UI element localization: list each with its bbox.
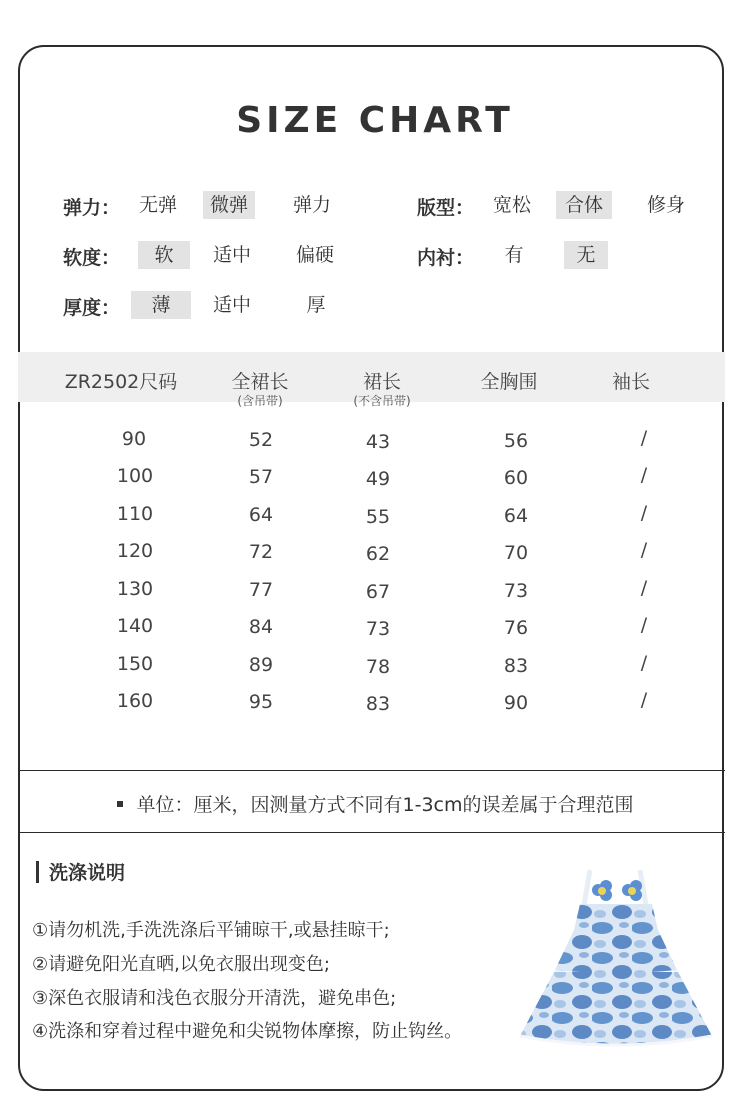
elasticity-option: 无弹 [138, 194, 177, 216]
cell-sleeve: / [640, 689, 648, 711]
column-subheader-full-length: (含吊带) [237, 394, 283, 408]
column-header-skirt-length: 裙长 [362, 371, 401, 393]
cell-full-length: 95 [248, 691, 274, 713]
page-title: SIZE CHART [236, 100, 514, 141]
cell-chest: 73 [503, 580, 529, 602]
cell-size: 100 [116, 465, 154, 487]
cell-full-length: 52 [248, 429, 274, 451]
cell-full-length: 57 [248, 466, 274, 488]
cell-size: 120 [116, 540, 154, 562]
cell-full-length: 84 [248, 616, 274, 638]
cell-full-length: 89 [248, 654, 274, 676]
elasticity-option-selected: 微弹 [203, 191, 255, 219]
column-header-full-length: 全裙长 [231, 371, 289, 393]
section-marker [36, 861, 39, 883]
lining-option-selected: 无 [564, 241, 608, 269]
cell-size: 110 [116, 503, 154, 525]
cell-chest: 64 [503, 505, 529, 527]
fit-label: 版型： [417, 197, 475, 219]
bullet-icon [117, 801, 123, 807]
fit-option-selected: 合体 [556, 191, 612, 219]
flower-icon [622, 880, 642, 901]
measurement-note [0, 790, 750, 817]
washing-instruction: ②请避免阳光直晒,以免衣服出现变色; [32, 954, 330, 975]
cell-chest: 83 [503, 655, 529, 677]
column-header-sleeve: 袖长 [611, 371, 650, 393]
lining-label: 内衬： [417, 247, 475, 269]
washing-instruction: ③深色衣服请和浅色衣服分开清洗，避免串色; [32, 988, 397, 1009]
cell-skirt-length: 55 [365, 506, 391, 528]
washing-instruction: ①请勿机洗,手洗洗涤后平铺晾干,或悬挂晾干; [32, 920, 390, 941]
fit-option: 宽松 [492, 194, 531, 216]
thickness-option-selected: 薄 [131, 291, 191, 319]
cell-full-length: 77 [248, 579, 274, 601]
cell-size: 160 [116, 690, 154, 712]
softness-option-selected: 软 [138, 241, 190, 269]
thickness-label: 厚度： [63, 297, 121, 319]
cell-skirt-length: 73 [365, 618, 391, 640]
cell-size: 130 [116, 578, 154, 600]
dress-image [512, 860, 722, 1060]
divider [18, 832, 725, 833]
softness-option: 适中 [212, 244, 251, 266]
cell-skirt-length: 67 [365, 581, 391, 603]
washing-title: 洗涤说明 [49, 862, 126, 884]
cell-sleeve: / [640, 427, 648, 449]
cell-chest: 56 [503, 430, 529, 452]
cell-full-length: 72 [248, 541, 274, 563]
cell-skirt-length: 62 [365, 543, 391, 565]
softness-option: 偏硬 [295, 244, 334, 266]
cell-size: 150 [116, 653, 154, 675]
cell-sleeve: / [640, 577, 648, 599]
thickness-option: 适中 [212, 294, 251, 316]
column-header-chest: 全胸围 [480, 371, 538, 393]
cell-size: 140 [116, 615, 154, 637]
cell-sleeve: / [640, 614, 648, 636]
cell-skirt-length: 43 [365, 431, 391, 453]
flower-icon [592, 880, 612, 901]
cell-sleeve: / [640, 652, 648, 674]
elasticity-label: 弹力： [63, 197, 121, 219]
cell-sleeve: / [640, 502, 648, 524]
cell-chest: 90 [503, 692, 529, 714]
column-subheader-skirt-length: (不含吊带) [353, 394, 411, 408]
lining-option: 有 [504, 244, 524, 266]
elasticity-option: 弹力 [292, 194, 331, 216]
cell-chest: 70 [503, 542, 529, 564]
washing-instruction: ④洗涤和穿着过程中避免和尖锐物体摩擦，防止钩丝。 [32, 1021, 463, 1042]
cell-chest: 60 [503, 467, 529, 489]
cell-chest: 76 [503, 617, 529, 639]
measurement-note-text: 单位：厘米，因测量方式不同有1-3cm的误差属于合理范围 [136, 794, 634, 816]
cell-full-length: 64 [248, 504, 274, 526]
fit-option: 修身 [646, 194, 685, 216]
cell-skirt-length: 78 [365, 656, 391, 678]
thickness-option: 厚 [306, 294, 326, 316]
cell-skirt-length: 49 [365, 468, 391, 490]
divider [18, 770, 725, 771]
cell-sleeve: / [640, 464, 648, 486]
softness-label: 软度： [63, 247, 121, 269]
column-header-size: ZR2502尺码 [64, 371, 178, 393]
cell-sleeve: / [640, 539, 648, 561]
cell-size: 90 [121, 428, 147, 450]
cell-skirt-length: 83 [365, 693, 391, 715]
